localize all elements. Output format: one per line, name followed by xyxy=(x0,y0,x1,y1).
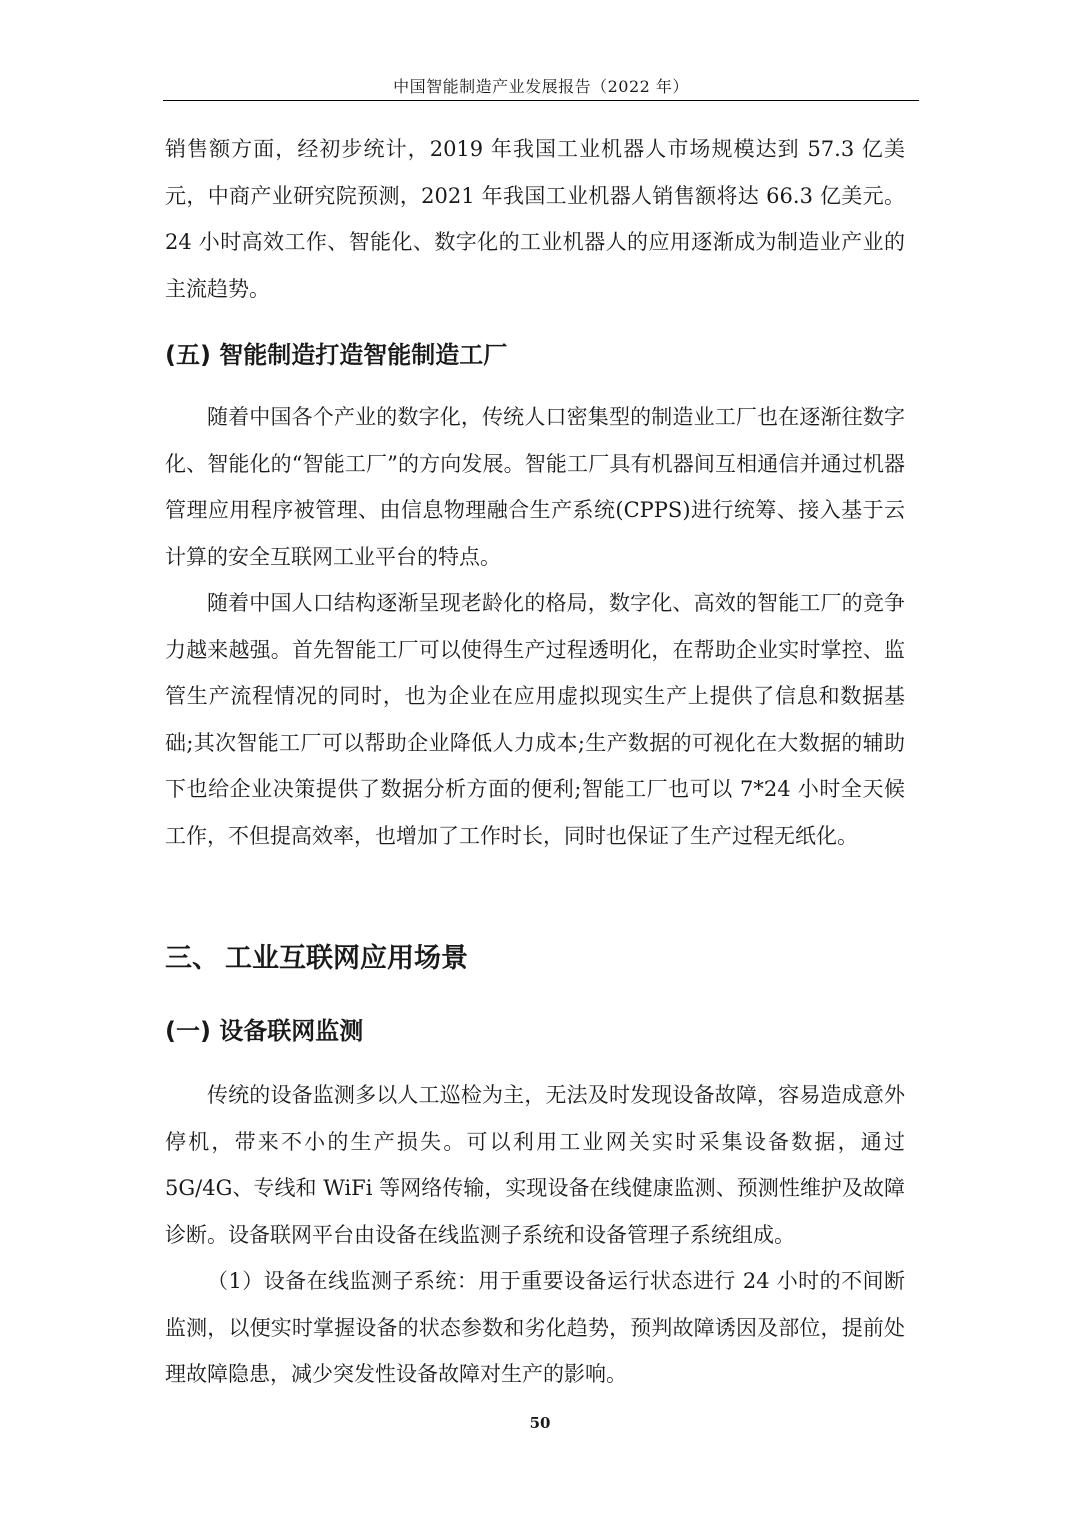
paragraph-smart-factory-benefits: 随着中国人口结构逐渐呈现老龄化的格局，数字化、高效的智能工厂的竞争力越来越强。首先智能工厂可以使得生产过程透明化，在帮助企业实时掌控、监管生产流程情况的同时，也为企业在应用虚拟现实生产上提供了信息和数据基础;其次智能工厂可以帮助企业降低人力成本;生产数据的可视化在大数据的辅助下也给企业决策提供了数据分析方面的便利;智能工厂也可以 7*24 小时全天候工作，不但提高效率，也增加了工作时长，同时也保证了生产过程无纸化。 xyxy=(165,591,905,848)
subsection-heading-smart-factory: (五) 智能制造打造智能制造工厂 xyxy=(165,341,508,369)
paragraph-online-monitoring-subsystem: （1）设备在线监测子系统：用于重要设备运行状态进行 24 小时的不间断监测，以便实时掌握设备的状态参数和劣化趋势，预判故障诱因及部位，提前处理故障隐患，减少突发性设备故障对生产的影响。 xyxy=(165,1269,905,1386)
paragraph-robot-sales: 销售额方面，经初步统计，2019 年我国工业机器人市场规模达到 57.3 亿美元，中商产业研究院预测，2021 年我国工业机器人销售额将达 66.3 亿美元。24 小时高效工作、智能化、数字化的工业机器人的应用逐渐成为制造业产业的主流趋势。 xyxy=(165,137,905,301)
subsection-heading-equipment-monitoring: (一) 设备联网监测 xyxy=(165,1017,364,1045)
running-header: 中国智能制造产业发展报告（2022 年） xyxy=(393,77,689,96)
section-number: 三、 xyxy=(165,943,219,974)
header-divider xyxy=(163,100,919,101)
paragraph-smart-factory-intro: 随着中国各个产业的数字化，传统人口密集型的制造业工厂也在逐渐往数字化、智能化的“智能工厂”的方向发展。智能工厂具有机器间互相通信并通过机器管理应用程序被管理、由信息物理融合生产系统(CPPS)进行统筹、接入基于云计算的安全互联网工业平台的特点。 xyxy=(165,405,905,569)
page-number: 50 xyxy=(529,1414,551,1432)
paragraph-equipment-monitoring: 传统的设备监测多以人工巡检为主，无法及时发现设备故障，容易造成意外停机，带来不小的生产损失。可以利用工业网关实时采集设备数据，通过 5G/4G、专线和 WiFi 等网络传输，实现设备在线健康监测、预测性维护及故障诊断。设备联网平台由设备在线监测子系统和设备管理子系统组成。 xyxy=(165,1083,905,1247)
section-title: 工业互联网应用场景 xyxy=(225,943,468,974)
section-heading-iiot-scenarios xyxy=(165,940,468,978)
